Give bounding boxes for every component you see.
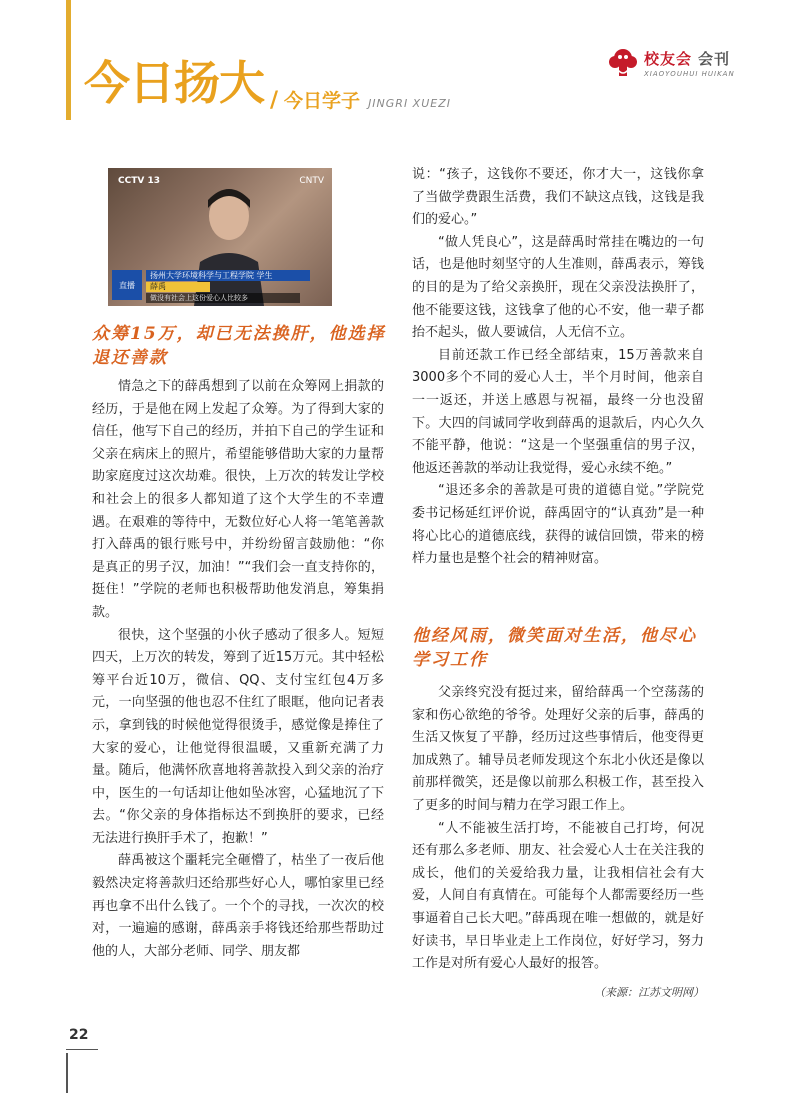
left-paragraph-3: 薛禹被这个噩耗完全砸懵了，枯坐了一夜后他毅然决定将善款归还给那些好心人，哪怕家里已经再也拿不出什么钱了。一个个的寻找，一次次的校对，一遍遍的感谢，薛禹亲手将钱还给那些帮助过他的人，大部分老师、同学、朋友都 — [92, 853, 384, 959]
magazine-section-title: 今日扬大 — [84, 56, 264, 110]
alumni-emblem-icon — [606, 46, 640, 80]
right-paragraph-4: “退还多余的善款是可贵的道德自觉。”学院党委书记杨延红评价说，薛禹固守的“认真劲”是一种将心比心的道德底线，获得的诚信回馈，带来的榜样力量也是整个社会的精神财富。 — [412, 483, 704, 567]
tv-caption: 扬州大学环境科学与工程学院 学生 — [146, 270, 310, 281]
left-paragraph-1: 情急之下的薛禹想到了以前在众筹网上捐款的经历，于是他在网上发起了众筹。为了得到大家的信任，他写下自己的经历，并拍下自己的学生证和父亲在病床上的照片，希望能够借助大家的力量帮助家庭度过这次劫难。很快，上万次的转发让学校和社会上的很多人都知道了这个大学生的不幸遭遇。在艰难的等待中，无数位好心人将一笔笔善款打入薛禹的银行账号中，并纷纷留言鼓励他：“你是真正的男子汉，加油！”“我们会一直支持你的，挺住！”学院的老师也积极帮助他发消息，筹集捐款。 — [92, 379, 384, 620]
right-paragraph-1: 说：“孩子，这钱你不要还，你才大一，这钱你拿了当做学费跟生活费，我们不缺这点钱，这钱是我们的爱心。” — [412, 167, 704, 228]
logo-name — [644, 48, 735, 69]
right-column-bottom — [412, 682, 704, 1004]
footer-bar — [66, 1053, 68, 1093]
section-heading-2: 他经风雨，微笑面对生活，他尽心学习工作 — [412, 626, 697, 670]
right-paragraph-5: 父亲终究没有挺过来，留给薛禹一个空荡荡的家和伤心欲绝的爷爷。处理好父亲的后事，薛禹的生活又恢复了平静，经历过这些事情后，他变得更加成熟了。辅导员老师发现这个东北小伙还是像以前那样微笑，还是像以前那么积极工作，甚至投入了更多的时间与精力在学习跟工作上。 — [412, 685, 704, 813]
tv-channel-left: CCTV 13 — [118, 176, 160, 186]
header-accent-bar — [66, 0, 71, 120]
logo-text — [644, 48, 735, 78]
header-subtitle — [270, 86, 451, 113]
right-paragraph-6: “人不能被生活打垮，不能被自己打垮，何况还有那么多老师、朋友、社会爱心人士在关注我的成长，他们的关爱给我力量，让我相信社会有大爱，人间自有真情在。可能每个人都需要经历一些事逼着自己长大吧。”薛禹现在唯一想做的，就是好好读书，早日毕业走上工作岗位，好好学习，努力工作是对所有爱心人最好的报答。 — [412, 820, 704, 972]
page-number-rule — [66, 1049, 98, 1050]
left-paragraph-2: 很快，这个坚强的小伙子感动了很多人。短短四天，上万次的转发，筹到了近15万元。其中轻松筹平台近10万，微信、QQ、支付宝红包4万多元，一向坚强的他也忍不住红了眼眶，他向记者表示，拿到钱的时候他觉得很烫手，感觉像是捧住了大家的爱心，让他觉得很温暖，又重新充满了力量。随后，他满怀欣喜地将善款投入到父亲的治疗中，医生的一句话却让他如坠冰窖，心猛地沉了下去。“你父亲的身体指标达不到换肝的要求，已经无法进行换肝手术了，抱歉！” — [92, 627, 384, 846]
left-column — [92, 376, 384, 963]
tv-name: 薛禹 — [146, 282, 210, 292]
news-photo — [108, 168, 332, 306]
logo-pinyin: XIAOYOUHUI HUIKAN — [644, 70, 735, 78]
tv-channel-right: CNTV — [299, 176, 324, 186]
right-paragraph-3: 目前还款工作已经全部结束，15万善款来自3000多个不同的爱心人士，半个月时间，他亲自一一返还，并送上感恩与祝福，最终一分也没留下。大四的闫诚同学收到薛禹的退款后，内心久久不能平静，他说：“这是一个坚强重信的男子汉，他返还善款的举动让我觉得，爱心永续不绝。” — [412, 347, 704, 476]
tv-lower-third — [108, 268, 332, 306]
header-slash: / — [270, 88, 279, 113]
header-section-name: 今日学子 — [284, 90, 361, 112]
section-heading-1: 众筹15万，却已无法换肝，他选择退还善款 — [92, 324, 386, 368]
tv-badge: 直播 — [112, 270, 142, 300]
right-paragraph-2: “做人凭良心”，这是薛禹时常挂在嘴边的一句话，也是他时刻坚守的人生准则，薛禹表示，筹钱的目的是为了给父亲换肝，现在父亲没法换肝了，他不能要这钱，这钱拿了他的心不安，他一辈子都抬不起头，做人要诚信，人无信不立。 — [412, 234, 704, 341]
page-number: 22 — [69, 1027, 89, 1043]
tv-quote: 做没有社会上这份爱心人比较多 — [146, 293, 300, 303]
logo-name-red: 校友会 — [644, 50, 693, 68]
right-column-top — [412, 164, 704, 571]
logo-name-gray: 会刊 — [698, 50, 731, 68]
header-pinyin: JINGRI XUEZI — [368, 97, 452, 110]
alumni-logo — [606, 46, 735, 80]
article-source: （来源：江苏文明网） — [594, 985, 704, 999]
